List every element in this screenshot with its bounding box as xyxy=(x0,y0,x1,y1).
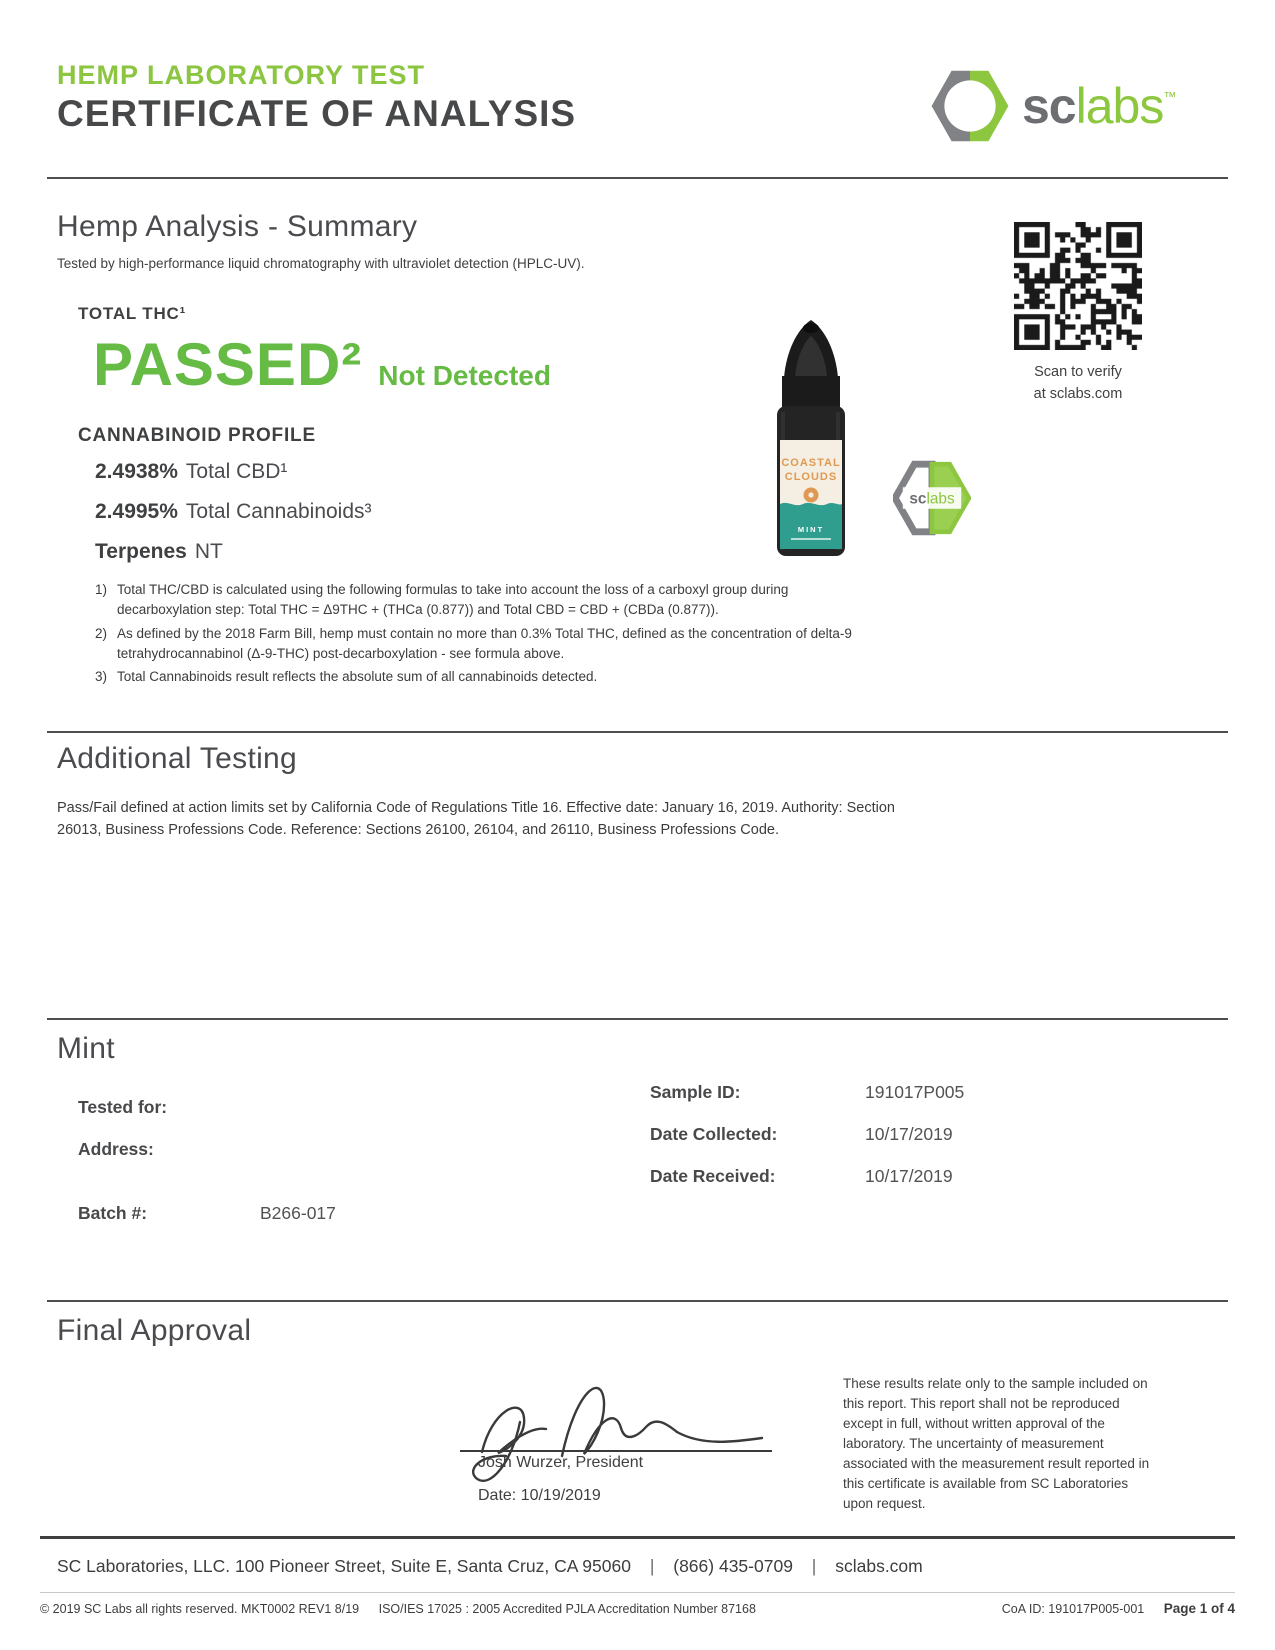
profile-row-cbd: 2.4938% Total CBD¹ xyxy=(95,460,288,483)
sample-id-value: 191017P005 xyxy=(865,1082,965,1102)
bottle-brand-line2: CLOUDS xyxy=(784,471,838,483)
summary-footnotes xyxy=(95,580,885,690)
qr-caption: Scan to verify at sclabs.com xyxy=(1033,364,1123,402)
batch-label: Batch #: xyxy=(78,1203,148,1223)
svg-text:sclabs: sclabs xyxy=(909,490,955,508)
verification-qr-code xyxy=(1014,222,1142,350)
final-approval-title: Final Approval xyxy=(57,1314,252,1347)
thc-result xyxy=(93,330,551,399)
copyright-line: © 2019 SC Labs all rights reserved. MKT0002 REV1 8/19 ISO/IES 17025 : 2005 Accredited PJLA Accreditation Number 87168 xyxy=(40,1602,756,1616)
bottle-brand-line1: COASTAL xyxy=(781,457,841,469)
sample-id-label: Sample ID: xyxy=(650,1082,741,1102)
date-collected-label: Date Collected: xyxy=(650,1124,778,1144)
result-detail: Not Detected xyxy=(378,360,551,391)
sclabs-hexagon-icon xyxy=(930,64,1010,148)
sample-name-title: Mint xyxy=(57,1032,115,1065)
profile-row-terpenes: Terpenes NT xyxy=(95,540,223,563)
summary-section-title: Hemp Analysis - Summary xyxy=(57,210,418,243)
cannabinoid-profile-heading: CANNABINOID PROFILE xyxy=(78,425,316,446)
tested-for-label: Tested for: xyxy=(78,1097,168,1117)
divider xyxy=(47,1300,1228,1302)
footer-meta-row xyxy=(40,1601,1235,1616)
coa-id: CoA ID: 191017P005-001 xyxy=(1001,1602,1145,1616)
date-collected-value: 10/17/2019 xyxy=(865,1124,953,1144)
sclabs-wordmark: sclabs™ xyxy=(1022,78,1177,134)
address-label: Address: xyxy=(78,1139,154,1159)
accreditation-text: ISO/IES 17025 : 2005 Accredited PJLA Accreditation Number 87168 xyxy=(378,1602,756,1616)
date-received-value: 10/17/2019 xyxy=(865,1166,953,1186)
result-passed: PASSED² xyxy=(93,331,363,398)
coa-id-line xyxy=(1002,1601,1235,1616)
batch-value: B266-017 xyxy=(260,1203,336,1223)
signature-image xyxy=(450,1358,785,1498)
profile-row-cannabinoids: 2.4995% Total Cannabinoids³ xyxy=(95,500,372,523)
lab-phone: (866) 435-0709 xyxy=(673,1556,793,1576)
lab-website: sclabs.com xyxy=(835,1556,923,1576)
footnote-3: 3) Total Cannabinoids result reflects the absolute sum of all cannabinoids detected. xyxy=(95,669,598,684)
signer-name: Josh Wurzer, President xyxy=(478,1454,644,1471)
cannabinoid-profile-rows xyxy=(95,460,372,580)
divider xyxy=(47,1018,1228,1020)
page-title: CERTIFICATE OF ANALYSIS xyxy=(57,93,577,134)
divider xyxy=(47,177,1228,179)
footer-divider xyxy=(40,1536,1235,1539)
footnote-1: 1) Total THC/CBD is calculated using the following formulas to take into account the loss of a carboxyl group during decarboxylation step: Total THC = Δ9THC + (THCa (0.877)) and Total CBD = CBD + (CBDa (0.877)). xyxy=(95,582,789,618)
sclabs-watermark-icon xyxy=(893,458,971,538)
lab-contact-line: SC Laboratories, LLC. 100 Pioneer Street, Suite E, Santa Cruz, CA 95060 | (866) 435-0709 | sclabs.com xyxy=(57,1556,923,1576)
signature-line xyxy=(460,1450,772,1452)
bottle-flavor-label: MINT xyxy=(797,525,825,534)
lab-address: SC Laboratories, LLC. 100 Pioneer Street, Suite E, Santa Cruz, CA 95060 xyxy=(57,1556,631,1576)
sclabs-logo xyxy=(930,64,1176,148)
additional-testing-title: Additional Testing xyxy=(57,742,298,775)
divider xyxy=(47,731,1228,733)
results-disclaimer: These results relate only to the sample included on this report. This report shall not be reproduced except in full, without written approval of the laboratory. The uncertainty of measurement associated with the measurement result reported in this certificate is available from SC Laboratories upon request. xyxy=(843,1376,1150,1511)
date-received-label: Date Received: xyxy=(650,1166,776,1186)
total-thc-label: TOTAL THC¹ xyxy=(78,304,187,323)
product-bottle-image xyxy=(765,316,857,560)
page-number: Page 1 of 4 xyxy=(1163,1601,1235,1616)
additional-testing-body: Pass/Fail defined at action limits set by California Code of Regulations Title 16. Effective date: January 16, 2019. Authority: Section 26013, Business Professions Code. Reference: Sections 26100, 26104, and 26110, Business Professions Code. xyxy=(57,800,895,838)
footer-thin-divider xyxy=(40,1592,1235,1593)
summary-method-note: Tested by high-performance liquid chromatography with ultraviolet detection (HPLC-UV). xyxy=(57,256,585,271)
test-type-eyebrow: HEMP LABORATORY TEST xyxy=(57,60,426,90)
footnote-2: 2) As defined by the 2018 Farm Bill, hemp must contain no more than 0.3% Total THC, defined as the concentration of delta-9 tetrahydrocannabinol (Δ-9-THC) post-decarboxylation - see formula above. xyxy=(95,625,852,661)
approval-date: Date: 10/19/2019 xyxy=(478,1487,601,1504)
